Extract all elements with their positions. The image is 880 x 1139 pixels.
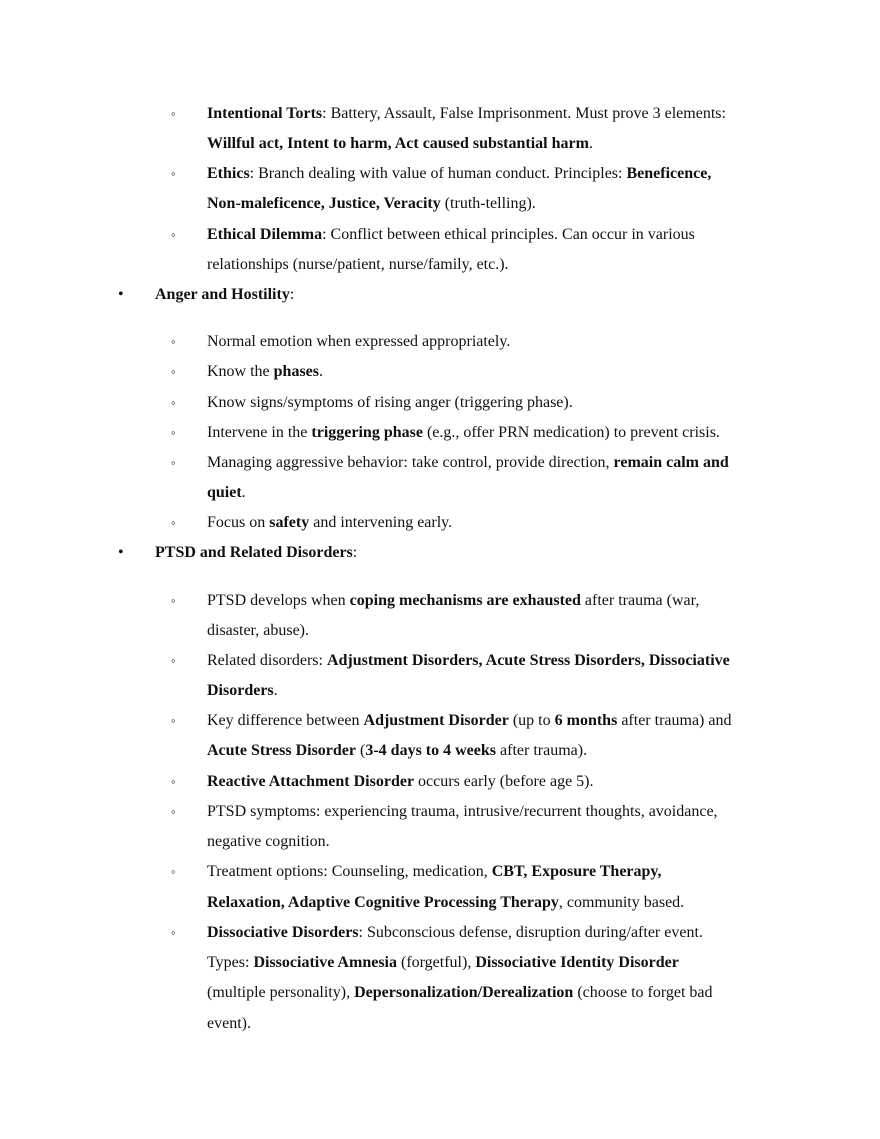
text: occurs early (before age 5).	[414, 773, 594, 790]
bold-text: CBT, Exposure Therapy,	[491, 863, 662, 880]
text: Focus on	[207, 514, 270, 531]
bullet-icon: •	[118, 286, 124, 303]
bold-text: 6 months	[554, 712, 618, 729]
hollow-bullet-icon: ◦	[171, 864, 176, 879]
hollow-bullet-icon: ◦	[171, 713, 176, 728]
bold-text: Anger and Hostility	[155, 286, 290, 303]
hollow-bullet-icon: ◦	[171, 106, 176, 121]
hollow-bullet-icon: ◦	[171, 227, 176, 242]
text: Types:	[207, 954, 254, 971]
bold-text: phases	[273, 363, 320, 380]
text: PTSD develops when	[207, 592, 350, 609]
text: after trauma) and	[617, 712, 732, 729]
text-line	[207, 255, 509, 275]
text-line	[207, 711, 731, 731]
bold-text: Non-maleficence, Justice, Veracity	[207, 195, 441, 212]
text: disaster, abuse).	[207, 622, 309, 639]
bold-text: Adjustment Disorders, Acute Stress Disorders, Dissociative	[326, 652, 730, 669]
text: :	[352, 544, 358, 561]
text: after trauma).	[496, 742, 588, 759]
text: (up to	[508, 712, 555, 729]
text: Normal emotion when expressed appropriately.	[207, 333, 511, 350]
text-line	[207, 681, 278, 701]
bold-text: safety	[269, 514, 310, 531]
bold-text: Ethical Dilemma	[207, 226, 323, 243]
bold-text: Intentional Torts	[207, 105, 323, 122]
bold-text: remain calm and	[613, 454, 729, 471]
text-line	[207, 651, 730, 671]
text-line	[207, 953, 679, 973]
bold-text: Beneficence,	[626, 165, 712, 182]
text: (multiple personality),	[207, 984, 355, 1001]
text-line	[207, 134, 593, 154]
text: , community based.	[558, 894, 685, 911]
text-line	[155, 285, 294, 305]
text-line	[207, 104, 726, 124]
text: (truth-telling).	[440, 195, 536, 212]
text: negative cognition.	[207, 833, 330, 850]
text: Managing aggressive behavior: take control, provide direction,	[207, 454, 614, 471]
text: relationships (nurse/patient, nurse/family, etc.).	[207, 256, 509, 273]
hollow-bullet-icon: ◦	[171, 395, 176, 410]
bold-text: Dissociative Identity Disorder	[475, 954, 679, 971]
text: event).	[207, 1015, 251, 1032]
hollow-bullet-icon: ◦	[171, 515, 176, 530]
text-line	[207, 225, 695, 245]
text-line	[207, 1014, 251, 1034]
text: Key difference between	[207, 712, 364, 729]
text: (	[356, 742, 366, 759]
text-line	[207, 194, 536, 214]
hollow-bullet-icon: ◦	[171, 774, 176, 789]
bold-text: PTSD and Related Disorders	[155, 544, 353, 561]
text: : Conflict between ethical principles. Can occur in various	[322, 226, 695, 243]
hollow-bullet-icon: ◦	[171, 166, 176, 181]
text: (e.g., offer PRN medication) to prevent crisis.	[422, 424, 720, 441]
bold-text: Disorders	[207, 682, 274, 699]
text-line	[207, 923, 703, 943]
bold-text: coping mechanisms are exhausted	[349, 592, 581, 609]
hollow-bullet-icon: ◦	[171, 593, 176, 608]
text-line	[155, 543, 357, 563]
text: .	[273, 682, 278, 699]
bold-text: Ethics	[207, 165, 250, 182]
bold-text: Dissociative Disorders	[207, 924, 359, 941]
text: Know signs/symptoms of rising anger (triggering phase).	[207, 394, 573, 411]
hollow-bullet-icon: ◦	[171, 804, 176, 819]
text-line	[207, 362, 323, 382]
text: after trauma (war,	[580, 592, 700, 609]
text: Intervene in the	[207, 424, 312, 441]
bold-text: triggering phase	[311, 424, 423, 441]
bold-text: Depersonalization/Derealization	[354, 984, 574, 1001]
text-line	[207, 862, 662, 882]
bold-text: Acute Stress Disorder	[207, 742, 357, 759]
text: :	[289, 286, 295, 303]
text-line	[207, 802, 718, 822]
text: and intervening early.	[309, 514, 453, 531]
text-line	[207, 453, 729, 473]
bold-text: Dissociative Amnesia	[253, 954, 397, 971]
hollow-bullet-icon: ◦	[171, 925, 176, 940]
bullet-icon: •	[118, 544, 124, 561]
text: .	[588, 135, 593, 152]
text-line	[207, 393, 573, 413]
text-line	[207, 893, 684, 913]
text: Treatment options: Counseling, medication,	[207, 863, 492, 880]
bold-text: Relaxation, Adaptive Cognitive Processing Therapy	[207, 894, 559, 911]
text: PTSD symptoms: experiencing trauma, intrusive/recurrent thoughts, avoidance,	[207, 803, 718, 820]
text-line	[207, 832, 330, 852]
text: (choose to forget bad	[573, 984, 713, 1001]
text: Related disorders:	[207, 652, 327, 669]
text-line	[207, 621, 309, 641]
text-line	[207, 741, 587, 761]
text-line	[207, 591, 699, 611]
text-line	[207, 983, 713, 1003]
text: : Battery, Assault, False Imprisonment. Must prove 3 elements:	[322, 105, 726, 122]
text-line	[207, 423, 720, 443]
text: : Subconscious defense, disruption during/after event.	[358, 924, 703, 941]
text: .	[319, 363, 324, 380]
text-line	[207, 483, 246, 503]
bold-text: Willful act, Intent to harm, Act caused substantial harm	[207, 135, 589, 152]
text-line	[207, 513, 452, 533]
bold-text: Adjustment Disorder	[363, 712, 509, 729]
hollow-bullet-icon: ◦	[171, 455, 176, 470]
bold-text: Reactive Attachment Disorder	[207, 773, 415, 790]
hollow-bullet-icon: ◦	[171, 425, 176, 440]
text: Know the	[207, 363, 274, 380]
hollow-bullet-icon: ◦	[171, 334, 176, 349]
text: (forgetful),	[396, 954, 476, 971]
hollow-bullet-icon: ◦	[171, 364, 176, 379]
text: .	[241, 484, 246, 501]
hollow-bullet-icon: ◦	[171, 653, 176, 668]
text-line	[207, 164, 711, 184]
text-line	[207, 772, 594, 792]
bold-text: 3-4 days to 4 weeks	[365, 742, 497, 759]
text: : Branch dealing with value of human conduct. Principles:	[249, 165, 627, 182]
bold-text: quiet	[207, 484, 242, 501]
text-line	[207, 332, 510, 352]
